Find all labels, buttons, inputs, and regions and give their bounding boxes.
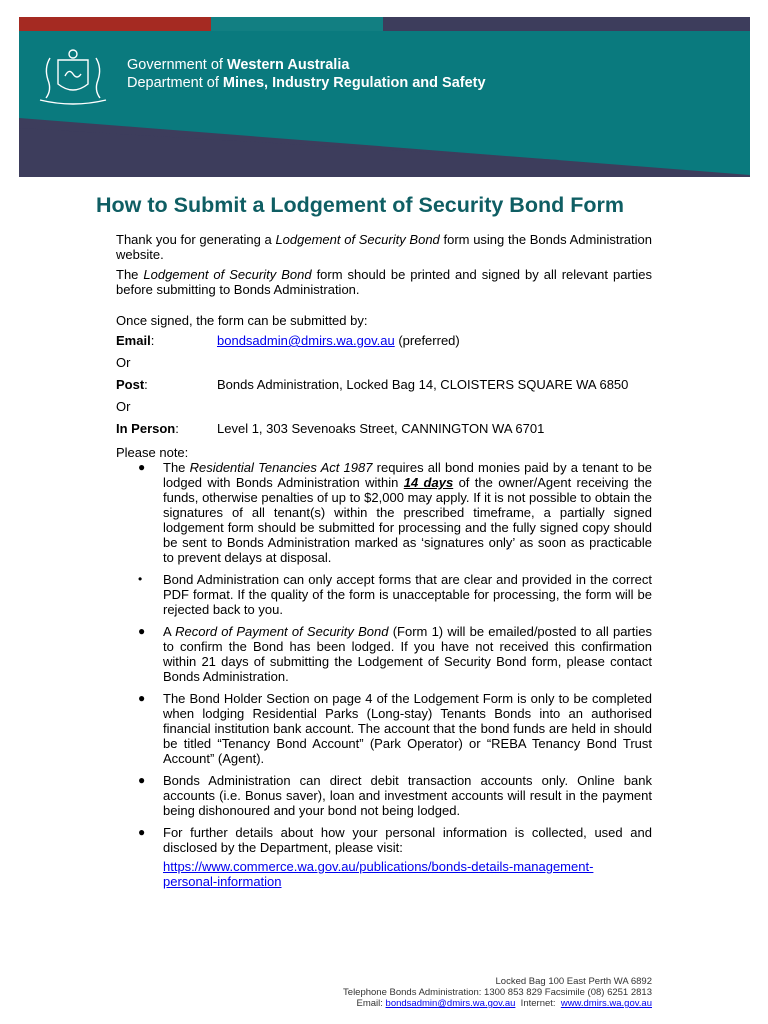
bullet-icon: ● xyxy=(138,624,146,638)
or-separator: Or xyxy=(116,355,131,370)
footer-website-link[interactable]: www.dmirs.wa.gov.au xyxy=(560,998,652,1009)
email-link[interactable]: bondsadmin@dmirs.wa.gov.au xyxy=(217,333,395,348)
page-title: How to Submit a Lodgement of Security Bond Form xyxy=(96,193,624,217)
notes-list xyxy=(116,460,652,889)
header-banner xyxy=(0,0,768,185)
post-value: Bonds Administration, Locked Bag 14, CLOISTERS SQUARE WA 6850 xyxy=(217,377,629,392)
post-method: Post: Bonds Administration, Locked Bag 14, CLOISTERS SQUARE WA 6850 xyxy=(116,377,629,392)
list-item: ● A Record of Payment of Security Bond (Form 1) will be emailed/posted to all parties to confirm the Bond has been lodged. If you have not received this confirmation within 21 days of submitting the Lodgement of Security Bond form, please contact Bonds Administration. xyxy=(138,624,652,684)
post-label: Post xyxy=(116,377,145,392)
dept-prefix: Department of xyxy=(127,75,223,91)
email-method: Email: bondsadmin@dmirs.wa.gov.au (preferred) xyxy=(116,333,460,348)
dept-name: Mines, Industry Regulation and Safety xyxy=(222,75,486,91)
list-item: • Bond Administration can only accept forms that are clear and provided in the correct PDF format. If the quality of the form is unacceptable for processing, the form will be rejected back to you. xyxy=(138,572,652,617)
footer-phone: Telephone Bonds Administration: 1300 853 829 Facsimile (08) 6251 2813 xyxy=(343,987,652,998)
footer-email-link[interactable]: bondsadmin@dmirs.wa.gov.au xyxy=(385,998,516,1009)
bullet-icon: ● xyxy=(138,691,146,705)
notes-label: Please note: xyxy=(116,445,189,460)
wa-crest-icon xyxy=(36,46,110,108)
list-item: ● Bonds Administration can direct debit transaction accounts only. Online bank accounts (i.e. Bonus saver), loan and investment accounts will result in the payment being dishonoured and your bond not being lodged. xyxy=(138,773,652,818)
gov-prefix: Government of xyxy=(127,57,227,73)
bullet-icon: ● xyxy=(138,773,146,787)
privacy-link[interactable]: https://www.commerce.wa.gov.au/publications/bonds-details-management- personal-information xyxy=(163,859,594,889)
bullet-icon: ● xyxy=(138,825,146,839)
header-text xyxy=(127,56,486,92)
page-footer: Locked Bag 100 East Perth WA 6892 Telephone Bonds Administration: 1300 853 829 Facsimile (08) 6251 2813 Email: bondsadmin@dmirs.wa.gov.au Internet: www.dmirs.wa.gov.au xyxy=(343,976,652,1009)
document-body xyxy=(116,232,652,896)
intro-paragraph-3: Once signed, the form can be submitted by: xyxy=(116,313,368,328)
intro-paragraph-1: Thank you for generating a Lodgement of Security Bond form using the Bonds Administration website. xyxy=(116,232,652,262)
list-item: ● The Bond Holder Section on page 4 of the Lodgement Form is only to be completed when lodging Residential Parks (Long-stay) Tenants Bonds into an authorised financial institution bank account. The account that the bond funds are held in should be titled “Tenancy Bond Account” (Park Operator) or “REBA Tenancy Bond Trust Account” (Agent). xyxy=(138,691,652,766)
bullet-icon: ● xyxy=(138,460,146,474)
gov-name: Western Australia xyxy=(226,57,350,73)
list-item: ● The Residential Tenancies Act 1987 requires all bond monies paid by a tenant to be lodged with Bonds Administration within 14 days of the owner/Agent receiving the funds, otherwise penalties of up to $2,000 may apply. If it is not possible to obtain the signatures of all tenant(s) within the prescribed timeframe, a partially signed lodgement form should be submitted for processing and the fully signed copy should be sent to Bonds Administration marked as ‘signatures only’ as soon as practicable to prevent delays at disposal. xyxy=(138,460,653,565)
or-separator: Or xyxy=(116,399,131,414)
in-person-value: Level 1, 303 Sevenoaks Street, CANNINGTON WA 6701 xyxy=(217,421,545,436)
intro-paragraph-2: The Lodgement of Security Bond form should be printed and signed by all relevant parties before submitting to Bonds Administration. xyxy=(116,267,652,297)
in-person-label: In Person xyxy=(116,421,176,436)
in-person-method: In Person: Level 1, 303 Sevenoaks Street, CANNINGTON WA 6701 xyxy=(116,421,545,436)
bullet-icon: • xyxy=(138,572,143,586)
list-item: ● For further details about how your personal information is collected, used and disclosed by the Department, please visit: https://www.commerce.wa.gov.au/publications/bonds-details-management- personal-information xyxy=(138,825,652,889)
email-label: Email xyxy=(116,333,151,348)
email-note: (preferred) xyxy=(394,333,460,348)
footer-address: Locked Bag 100 East Perth WA 6892 xyxy=(495,976,652,987)
